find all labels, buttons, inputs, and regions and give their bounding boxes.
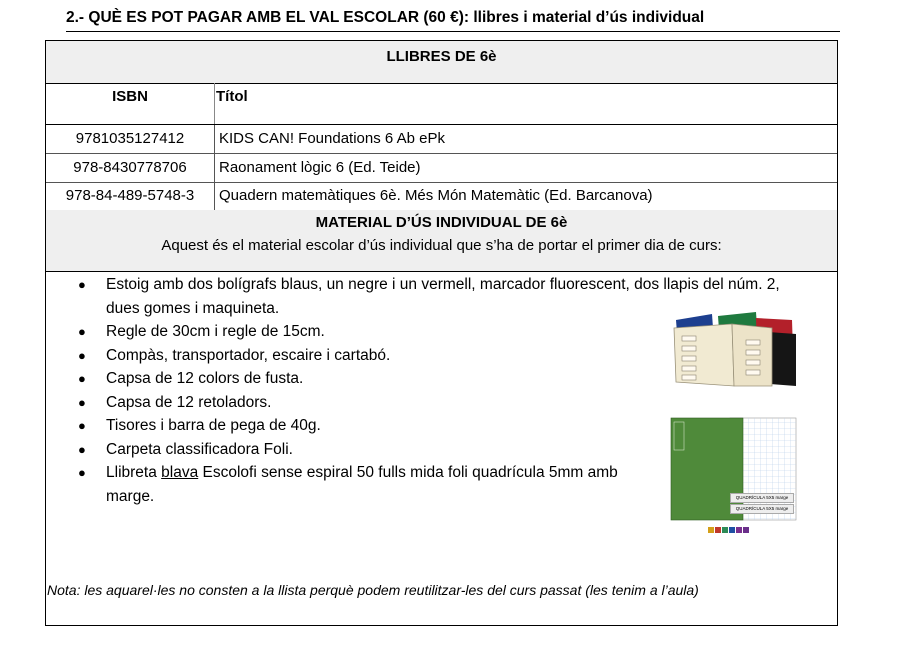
material-title: MATERIAL D’ÚS INDIVIDUAL DE 6è	[315, 214, 568, 231]
list-item: ● Tisores i barra de pega de 40g.	[72, 414, 812, 438]
isbn-column-header: ISBN	[46, 83, 215, 124]
list-item: ● Regle de 30cm i regle de 15cm.	[72, 320, 812, 344]
classifier-folder-image	[672, 312, 796, 388]
notebook-illustration	[670, 416, 800, 538]
list-item: ● Carpeta classificadora Foli.	[72, 438, 812, 462]
title-column-header: Títol	[216, 88, 248, 105]
material-subtitle: Aquest és el material escolar d’ús individual que s’ha de portar el primer dia de curs:	[161, 237, 722, 254]
book-row	[46, 125, 837, 154]
book-title: KIDS CAN! Foundations 6 Ab ePk	[219, 130, 445, 147]
notebook-label: QUADRÍCULA 5X5 marge	[730, 504, 794, 514]
list-item-text: Llibreta	[106, 464, 162, 481]
book-row	[46, 154, 837, 183]
list-item: ● Capsa de 12 retoladors.	[72, 391, 812, 415]
list-item: ● Estoig amb dos bolígrafs blaus, un negre i un vermell, marcador fluorescent, dos llapis del núm. 2, dues gomes i maquineta.	[72, 273, 812, 320]
books-header-row	[46, 83, 837, 125]
list-item: ● Compàs, transportador, escaire i cartabó.	[72, 344, 812, 368]
book-isbn: 9781035127412	[46, 125, 215, 153]
section-heading: 2.- QUÈ ES POT PAGAR AMB EL VAL ESCOLAR (60 €): llibres i material d’ús individual	[66, 9, 840, 32]
footer-note: Nota: les aquarel·les no consten a la llista perquè podem reutilitzar-les del curs passat (les tenim a l’aula)	[47, 582, 699, 598]
book-isbn: 978-84-489-5748-3	[46, 182, 215, 210]
underlined-word: blava	[161, 464, 199, 481]
list-item	[72, 461, 666, 508]
list-item: ● Capsa de 12 colors de fusta.	[72, 367, 812, 391]
notebook-label: QUADRÍCULA 5X5 marge	[730, 493, 794, 503]
book-title: Quadern matemàtiques 6è. Més Món Matemàtic (Ed. Barcanova)	[219, 187, 653, 204]
list-item-text: Escolofi sense espiral 50 fulls mida foli quadrícula 5mm amb marge.	[106, 464, 618, 505]
book-row	[46, 182, 837, 211]
notebook-image	[670, 416, 800, 538]
book-title: Raonament lògic 6 (Ed. Teide)	[219, 159, 421, 176]
book-isbn: 978-8430778706	[46, 154, 215, 182]
books-title: LLIBRES DE 6è	[46, 41, 837, 84]
main-table	[45, 40, 838, 626]
material-section-header	[46, 210, 837, 272]
